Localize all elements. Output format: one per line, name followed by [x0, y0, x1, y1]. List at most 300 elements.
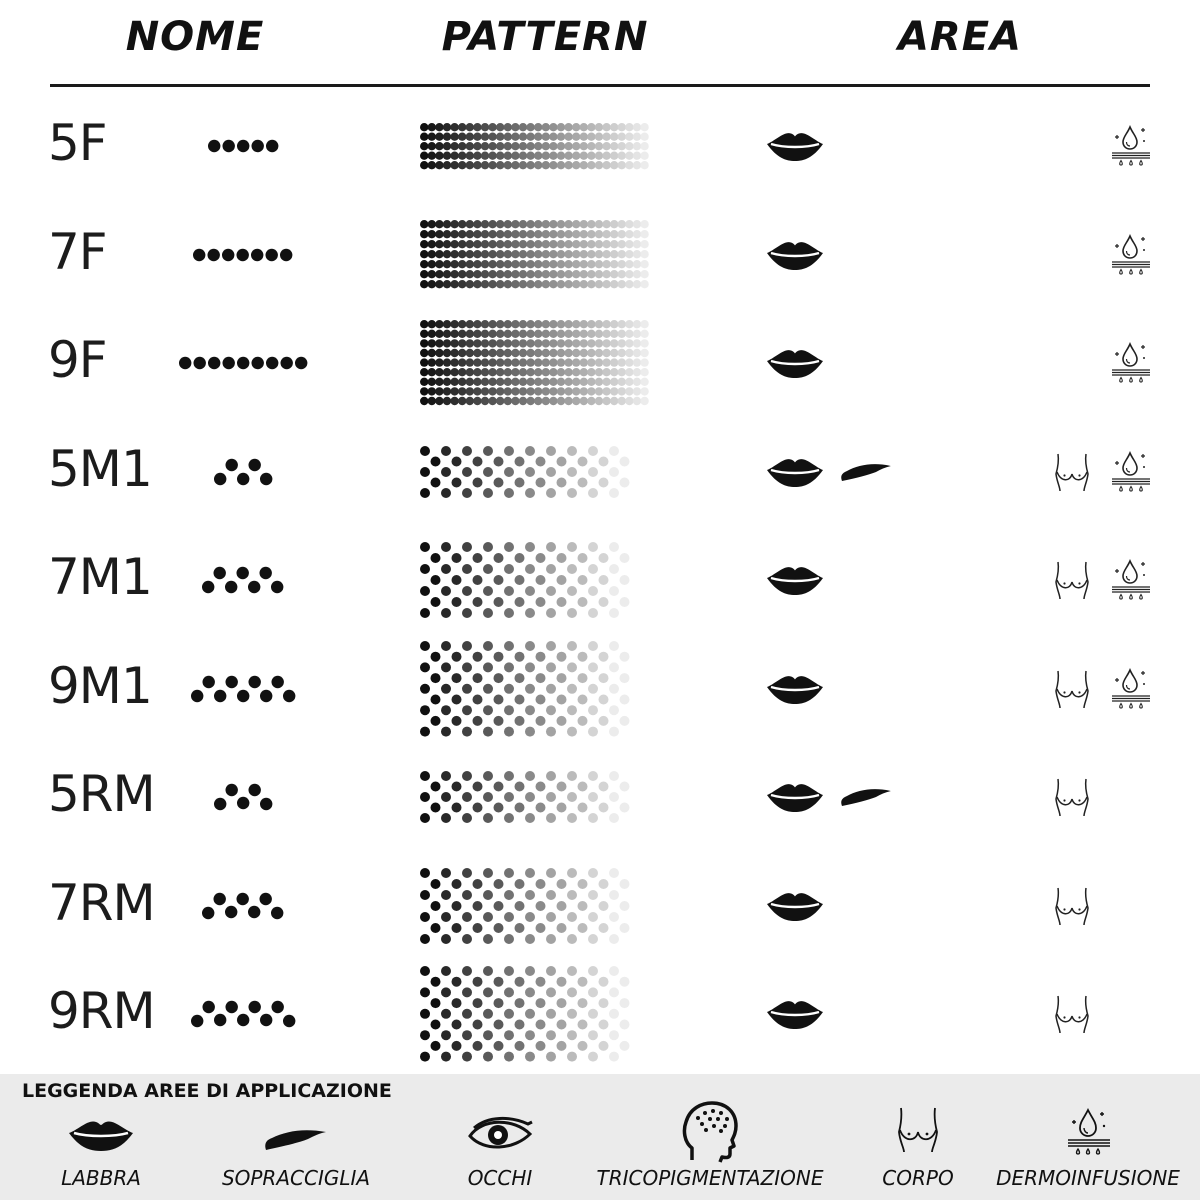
pattern-dot [515, 879, 525, 889]
pattern-dot [511, 349, 519, 357]
pattern-dot [610, 161, 618, 169]
needle-configuration-icon [207, 131, 279, 161]
pattern-dot [473, 280, 481, 288]
pattern-dot [443, 388, 451, 396]
pattern-dot [572, 161, 580, 169]
pattern-dot [488, 359, 496, 367]
pattern-dot [557, 349, 565, 357]
pattern-dot [452, 923, 462, 933]
pattern-dot [609, 726, 619, 736]
pattern-dot [542, 250, 550, 258]
needle-configuration-icon [201, 565, 284, 595]
needle-name: 5RM [48, 765, 155, 823]
pattern-dot [504, 467, 514, 477]
pattern-dot [525, 683, 535, 693]
pattern-dot [595, 230, 603, 238]
pattern-dot [549, 220, 557, 228]
pattern-dot [619, 694, 629, 704]
pattern-dot [567, 683, 577, 693]
needle-dot [237, 248, 249, 260]
pattern-dot [496, 250, 504, 258]
pattern-dot [598, 1020, 608, 1030]
pattern-dot [572, 132, 580, 140]
pattern-dot [535, 673, 545, 683]
pattern-dot [420, 467, 430, 477]
pattern-dot [609, 934, 619, 944]
needle-dot [283, 1015, 295, 1027]
needle-dot [271, 581, 283, 593]
needle-dot [237, 689, 249, 701]
pattern-dot [515, 1020, 525, 1030]
pattern-dot [431, 901, 441, 911]
pattern-dot [452, 456, 462, 466]
pattern-dot [564, 330, 572, 338]
pattern-dot [633, 132, 641, 140]
pattern-dot [620, 901, 630, 911]
pattern-dot [580, 320, 588, 328]
pattern-dot [567, 641, 577, 651]
pattern-dot [609, 488, 619, 498]
pattern-dot [511, 260, 519, 268]
pattern-dot [599, 477, 609, 487]
pattern-dot [515, 977, 525, 987]
pattern-dot [420, 340, 428, 348]
pattern-dot [435, 132, 443, 140]
needle-dot [208, 357, 220, 369]
pattern-dot [588, 1030, 598, 1040]
pattern-dot [542, 378, 550, 386]
pattern-dot [618, 132, 626, 140]
pattern-dot [564, 270, 572, 278]
pattern-dot [595, 368, 603, 376]
needle-dot [191, 689, 203, 701]
pattern-dot [588, 1009, 598, 1019]
pattern-dot [525, 966, 535, 976]
pattern-dot [618, 397, 626, 405]
pattern-dot [564, 260, 572, 268]
pattern-dot [619, 651, 629, 661]
pattern-dot [481, 320, 489, 328]
pattern-dot [441, 868, 451, 878]
pattern-dot [546, 890, 556, 900]
pattern-dot [587, 349, 595, 357]
pattern-dot [511, 330, 519, 338]
pattern-dot [526, 320, 534, 328]
pattern-dot [633, 260, 641, 268]
pattern-dot [534, 340, 542, 348]
pattern-dot [481, 220, 489, 228]
pattern-dot [452, 879, 462, 889]
pattern-dot [441, 726, 451, 736]
pattern-dot [441, 608, 451, 618]
pattern-dot [504, 1052, 514, 1062]
pattern-dot [557, 320, 565, 328]
pattern-dot [473, 260, 481, 268]
pattern-dot [458, 132, 466, 140]
pattern-dot [587, 330, 595, 338]
pattern-dot [428, 151, 436, 159]
pattern-dot [511, 280, 519, 288]
pattern-dot [580, 132, 588, 140]
pattern-dot [496, 330, 504, 338]
pattern-dot [441, 662, 451, 672]
pattern-dot [443, 340, 451, 348]
pattern-dot [462, 683, 472, 693]
pattern-dot [466, 260, 474, 268]
eye-icon [466, 1114, 534, 1154]
pattern-dot [602, 123, 610, 131]
needle-dot [202, 675, 214, 687]
pattern-dot [435, 349, 443, 357]
needle-dot [260, 567, 272, 579]
pattern-dot [526, 359, 534, 367]
pattern-dot [481, 388, 489, 396]
legend-label-occhi: OCCHI [467, 1166, 533, 1190]
needle-dot [237, 472, 249, 484]
pattern-dot [519, 220, 527, 228]
pattern-dot [504, 726, 514, 736]
pattern-dot [525, 726, 535, 736]
pattern-dot [542, 260, 550, 268]
pattern-dot [588, 771, 598, 781]
pattern-dot [504, 792, 514, 802]
pattern-dot [420, 161, 428, 169]
pattern-dot [420, 220, 428, 228]
pattern-dot [511, 142, 519, 150]
pattern-dot [525, 705, 535, 715]
pattern-dot [428, 330, 436, 338]
pattern-dot [580, 388, 588, 396]
pattern-dot [557, 161, 565, 169]
pattern-dot [525, 608, 535, 618]
pattern-dot [452, 575, 462, 585]
pattern-dot [572, 151, 580, 159]
pattern-dot [481, 340, 489, 348]
lips-icon [766, 347, 824, 379]
pattern-dot [618, 230, 626, 238]
pattern-dot [633, 230, 641, 238]
pattern-dot [435, 260, 443, 268]
pattern-dot [443, 240, 451, 248]
pattern-dot [578, 803, 588, 813]
pattern-dot [542, 359, 550, 367]
pattern-dot [511, 132, 519, 140]
pattern-dot [564, 397, 572, 405]
pattern-dot [567, 771, 577, 781]
pattern-dot [511, 340, 519, 348]
pattern-dot [536, 923, 546, 933]
needle-configuration-icon [190, 999, 296, 1029]
pattern-dot [625, 240, 633, 248]
pattern-dot [519, 151, 527, 159]
pattern-dot [428, 250, 436, 258]
pattern-dot [462, 564, 472, 574]
pattern-dot [580, 142, 588, 150]
pattern-dot [420, 388, 428, 396]
pattern-dot [618, 250, 626, 258]
pattern-dot [496, 123, 504, 131]
pattern-dot [557, 240, 565, 248]
pattern-dot [534, 270, 542, 278]
pattern-dot [619, 1041, 629, 1051]
pattern-dot [450, 378, 458, 386]
pattern-dot [496, 270, 504, 278]
pattern-dot [610, 270, 618, 278]
pattern-dot [595, 397, 603, 405]
pattern-dot [557, 151, 565, 159]
needle-configuration-icon [190, 674, 296, 704]
pattern-dot [481, 280, 489, 288]
pattern-dot [494, 879, 504, 889]
pattern-dot [567, 586, 577, 596]
pattern-dot [431, 694, 441, 704]
pattern-dot [473, 998, 483, 1008]
pattern-dot [609, 771, 619, 781]
pattern-dot [633, 349, 641, 357]
pattern-dot [515, 923, 525, 933]
needle-dot [280, 248, 292, 260]
pattern-dot [557, 368, 565, 376]
pattern-dot [466, 123, 474, 131]
pattern-dot [577, 977, 587, 987]
pattern-swatch [418, 122, 650, 170]
pattern-dot [633, 220, 641, 228]
pattern-dot [546, 912, 556, 922]
pattern-dot [577, 716, 587, 726]
pattern-dot [578, 901, 588, 911]
column-header-pattern: PATTERN [441, 14, 649, 60]
pattern-dot [625, 397, 633, 405]
pattern-dot [602, 280, 610, 288]
pattern-dot [483, 542, 493, 552]
pattern-dot [481, 270, 489, 278]
pattern-dot [450, 388, 458, 396]
pattern-dot [588, 792, 598, 802]
pattern-dot [420, 260, 428, 268]
pattern-dot [483, 488, 493, 498]
pattern-dot [458, 142, 466, 150]
pattern-dot [515, 694, 525, 704]
pattern-dot [572, 330, 580, 338]
pattern-dot [504, 151, 512, 159]
pattern-dot [546, 813, 556, 823]
pattern-dot [488, 388, 496, 396]
needle-configuration-icon [213, 457, 273, 487]
pattern-dot [443, 378, 451, 386]
pattern-dot [511, 397, 519, 405]
pattern-dot [526, 397, 534, 405]
pattern-dot [633, 320, 641, 328]
pattern-dot [466, 340, 474, 348]
pattern-dot [488, 132, 496, 140]
pattern-dot [504, 330, 512, 338]
pattern-dot [504, 250, 512, 258]
eyebrow-icon [840, 786, 892, 808]
pattern-dot [625, 260, 633, 268]
pattern-dot [511, 320, 519, 328]
pattern-dot [534, 397, 542, 405]
pattern-dot [587, 397, 595, 405]
pattern-dot [580, 349, 588, 357]
pattern-dot [458, 359, 466, 367]
pattern-dot [443, 330, 451, 338]
pattern-dot [458, 220, 466, 228]
eyebrow-icon [264, 1126, 328, 1152]
pattern-dot [557, 330, 565, 338]
pattern-dot [504, 368, 512, 376]
pattern-dot [567, 912, 577, 922]
pattern-dot [578, 553, 588, 563]
pattern-dot [640, 340, 648, 348]
pattern-dot [483, 934, 493, 944]
lips-icon [766, 890, 824, 922]
pattern-dot [610, 151, 618, 159]
pattern-dot [598, 716, 608, 726]
pattern-dot [578, 597, 588, 607]
pattern-dot [542, 132, 550, 140]
pattern-dot [496, 320, 504, 328]
pattern-dot [504, 280, 512, 288]
pattern-dot [549, 388, 557, 396]
pattern-swatch [418, 867, 644, 945]
pattern-dot [633, 161, 641, 169]
pattern-dot [519, 270, 527, 278]
pattern-dot [633, 368, 641, 376]
pattern-dot [420, 542, 430, 552]
pattern-dot [598, 694, 608, 704]
pattern-dot [515, 716, 525, 726]
pattern-dot [473, 673, 483, 683]
pattern-dot [609, 988, 619, 998]
pattern-dot [536, 456, 546, 466]
pattern-dot [428, 388, 436, 396]
pattern-dot [640, 132, 648, 140]
pattern-dot [599, 575, 609, 585]
pattern-dot [599, 456, 609, 466]
needle-dot [222, 248, 234, 260]
pattern-dot [496, 280, 504, 288]
needle-dot [202, 1001, 214, 1013]
pattern-dot [483, 683, 493, 693]
pattern-dot [494, 1020, 504, 1030]
pattern-dot [450, 359, 458, 367]
pattern-dot [625, 142, 633, 150]
pattern-dot [557, 250, 565, 258]
pattern-dot [466, 359, 474, 367]
pattern-dot [633, 250, 641, 258]
pattern-dot [625, 349, 633, 357]
pattern-dot [587, 260, 595, 268]
needle-name: 9RM [48, 982, 155, 1040]
pattern-dot [598, 673, 608, 683]
pattern-dot [511, 220, 519, 228]
pattern-swatch [418, 640, 644, 738]
pattern-dot [588, 705, 598, 715]
pattern-dot [525, 890, 535, 900]
pattern-dot [435, 142, 443, 150]
pattern-dot [525, 934, 535, 944]
pattern-dot [557, 220, 565, 228]
pattern-dot [450, 161, 458, 169]
pattern-dot [473, 716, 483, 726]
pattern-dot [458, 270, 466, 278]
pattern-dot [452, 716, 462, 726]
needle-dot [266, 248, 278, 260]
pattern-swatch [418, 541, 644, 619]
pattern-dot [580, 270, 588, 278]
pattern-dot [466, 142, 474, 150]
pattern-dot [549, 368, 557, 376]
pattern-dot [452, 694, 462, 704]
pattern-dot [511, 151, 519, 159]
pattern-dot [625, 132, 633, 140]
needle-dot [193, 248, 205, 260]
pattern-dot [564, 220, 572, 228]
pattern-dot [640, 270, 648, 278]
pattern-dot [536, 803, 546, 813]
pattern-dot [519, 142, 527, 150]
pattern-dot [549, 230, 557, 238]
pattern-dot [542, 368, 550, 376]
needle-dot [222, 140, 234, 152]
pattern-dot [610, 132, 618, 140]
pattern-dot [620, 597, 630, 607]
pattern-dot [481, 359, 489, 367]
needle-name: 9M1 [48, 656, 152, 715]
pattern-dot [602, 349, 610, 357]
pattern-dot [441, 1030, 451, 1040]
body-icon [1054, 886, 1090, 926]
pattern-dot [618, 388, 626, 396]
pattern-dot [452, 1041, 462, 1051]
pattern-dot [504, 132, 512, 140]
pattern-dot [473, 340, 481, 348]
pattern-dot [620, 923, 630, 933]
pattern-dot [458, 230, 466, 238]
pattern-dot [483, 564, 493, 574]
pattern-dot [488, 340, 496, 348]
pattern-dot [567, 934, 577, 944]
pattern-dot [557, 280, 565, 288]
pattern-dot [462, 912, 472, 922]
pattern-dot [420, 662, 430, 672]
pattern-dot [462, 1052, 472, 1062]
pattern-dot [483, 988, 493, 998]
needle-dot [237, 140, 249, 152]
pattern-dot [519, 280, 527, 288]
pattern-dot [435, 151, 443, 159]
pattern-dot [546, 608, 556, 618]
pattern-dot [556, 1041, 566, 1051]
pattern-dot [625, 378, 633, 386]
pattern-dot [504, 705, 514, 715]
pattern-dot [515, 901, 525, 911]
pattern-dot [519, 240, 527, 248]
pattern-dot [598, 651, 608, 661]
pattern-dot [572, 142, 580, 150]
pattern-dot [466, 397, 474, 405]
pattern-dot [567, 662, 577, 672]
pattern-dot [567, 1009, 577, 1019]
pattern-dot [494, 673, 504, 683]
pattern-dot [633, 359, 641, 367]
pattern-dot [420, 726, 430, 736]
pattern-dot [526, 132, 534, 140]
lips-icon [766, 998, 824, 1030]
pattern-dot [595, 161, 603, 169]
pattern-dot [595, 388, 603, 396]
pattern-dot [428, 230, 436, 238]
